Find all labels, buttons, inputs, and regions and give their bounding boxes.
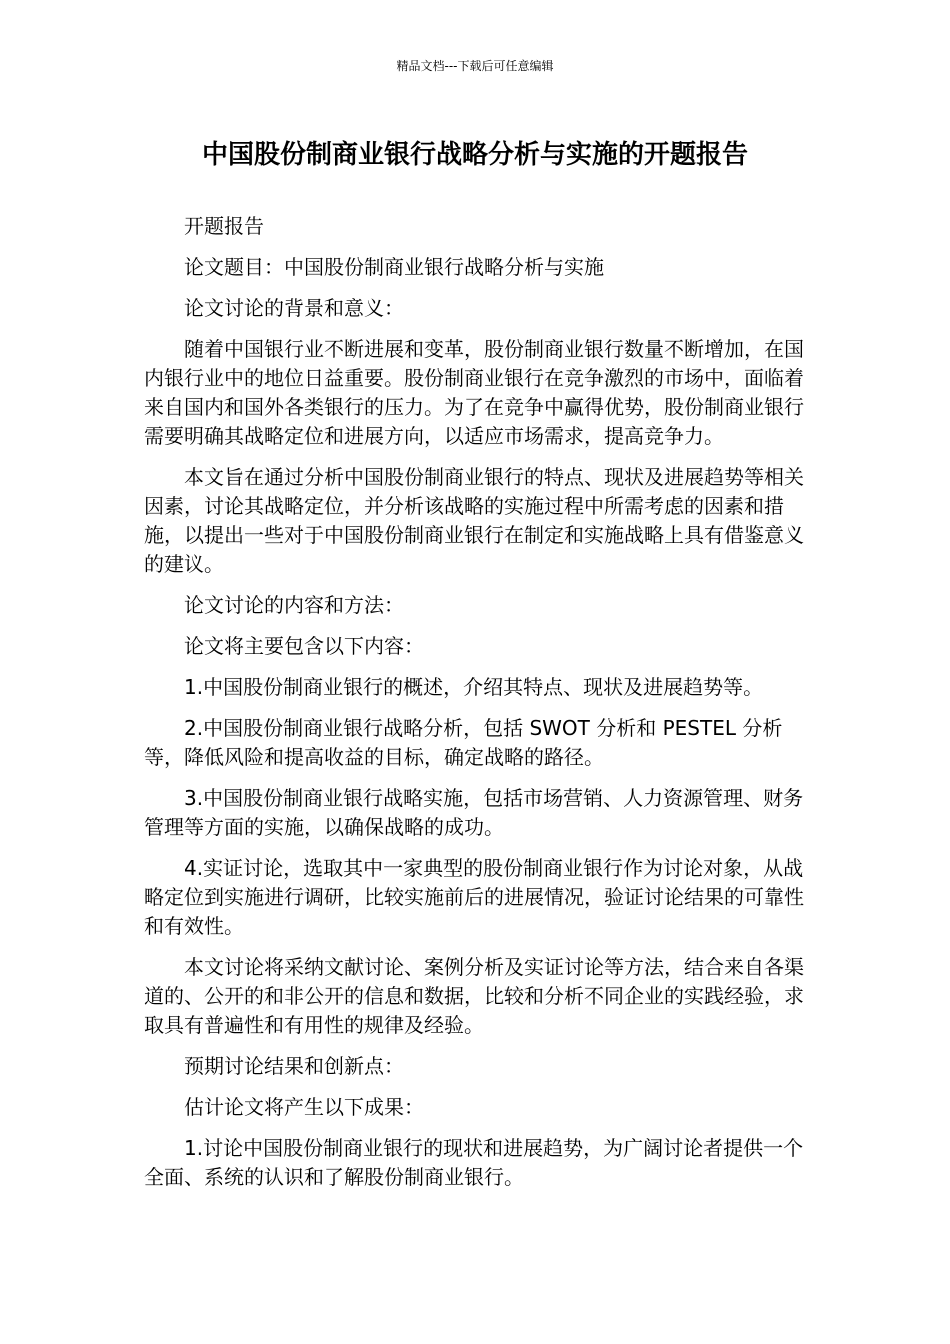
paragraph-report-label: 开题报告: [184, 214, 264, 238]
list-item-4: 4.实证讨论，选取其中一家典型的股份制商业银行作为讨论对象，从战略定位到实施进行调研，比较实施前后的进展情况，验证讨论结果的可靠性和有效性。: [144, 856, 804, 938]
paragraph-content-heading: 论文讨论的内容和方法：: [184, 593, 404, 617]
page-header: 精品文档---下载后可任意编辑: [396, 59, 554, 73]
paragraph-content-intro: 论文将主要包含以下内容：: [184, 634, 424, 658]
list-item-3: 3.中国股份制商业银行战略实施，包括市场营销、人力资源管理、财务管理等方面的实施，以确保战略的成功。: [144, 786, 804, 839]
paragraph-results-intro: 估计论文将产生以下成果：: [184, 1095, 424, 1119]
list-item-1: 1.中国股份制商业银行的概述，介绍其特点、现状及进展趋势等。: [184, 675, 764, 699]
document-title: 中国股份制商业银行战略分析与实施的开题报告: [201, 140, 748, 170]
list-item-2: 2.中国股份制商业银行战略分析，包括 SWOT 分析和 PESTEL 分析等，降低风险和提高收益的目标，确定战略的路径。: [144, 716, 783, 769]
paragraph-results-heading: 预期讨论结果和创新点：: [184, 1054, 404, 1078]
paragraph-thesis-title: 论文题目：中国股份制商业银行战略分析与实施: [184, 255, 604, 279]
document-body: [144, 212, 804, 1204]
paragraph-background-2: 本文旨在通过分析中国股份制商业银行的特点、现状及进展趋势等相关因素，讨论其战略定位，并分析该战略的实施过程中所需考虑的因素和措施，以提出一些对于中国股份制商业银行在制定和实施战略上具有借鉴意义的建议。: [144, 465, 804, 576]
results-item-1: 1.讨论中国股份制商业银行的现状和进展趋势，为广阔讨论者提供一个全面、系统的认识和了解股份制商业银行。: [144, 1136, 804, 1189]
paragraph-background-heading: 论文讨论的背景和意义：: [184, 296, 404, 320]
paragraph-methods: 本文讨论将采纳文献讨论、案例分析及实证讨论等方法，结合来自各渠道的、公开的和非公开的信息和数据，比较和分析不同企业的实践经验，求取具有普遍性和有用性的规律及经验。: [144, 955, 804, 1037]
paragraph-background-1: 随着中国银行业不断进展和变革，股份制商业银行数量不断增加，在国内银行业中的地位日益重要。股份制商业银行在竞争激烈的市场中，面临着来自国内和国外各类银行的压力。为了在竞争中赢得优势，股份制商业银行需要明确其战略定位和进展方向，以适应市场需求，提高竞争力。: [144, 337, 804, 448]
